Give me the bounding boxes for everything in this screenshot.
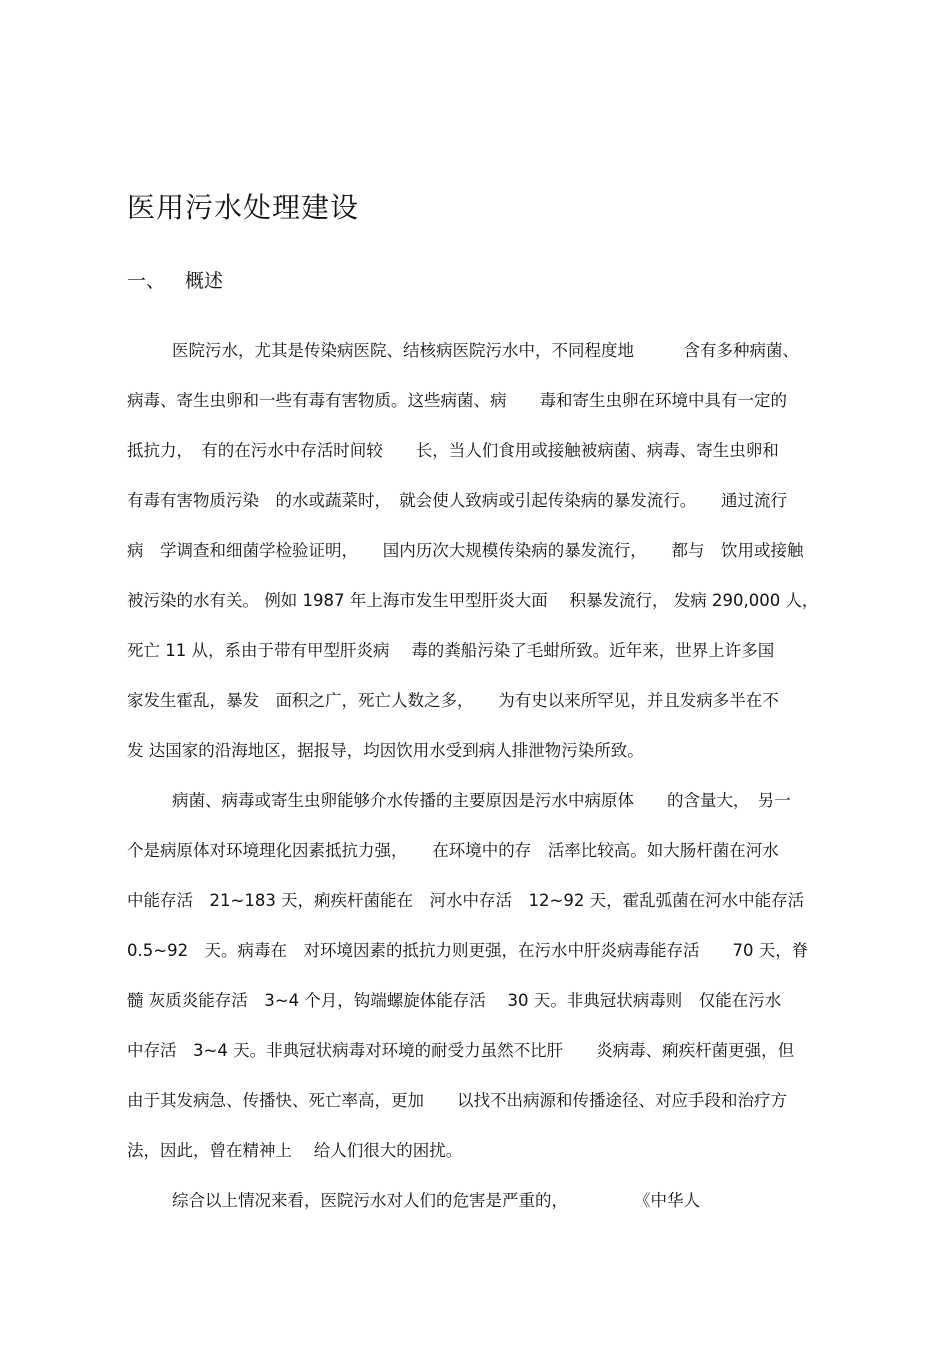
paragraph-line: 综合以上情况来看，医院污水对人们的危害是严重的， 《中华人 <box>172 1191 700 1210</box>
paragraph-line: 髓 灰质炎能存活 3~4 个月，钩端螺旋体能存活 30 天。非典冠状病毒则 仅能在污水 <box>127 991 782 1010</box>
paragraph-line: 抵抗力， 有的在污水中存活时间较 长，当人们食用或接触被病菌、病毒、寄生虫卵和 <box>127 441 779 460</box>
paragraph-line: 个是病原体对环境理化因素抵抗力强， 在环境中的存 活率比较高。如大肠杆菌在河水 <box>127 841 779 860</box>
paragraph-line: 中存活 3~4 天。非典冠状病毒对环境的耐受力虽然不比肝 炎病毒、痢疾杆菌更强，但 <box>127 1041 795 1060</box>
paragraph-line: 0.5~92 天。病毒在 对环境因素的抵抗力则更强，在污水中肝炎病毒能存活 70 天，脊 <box>127 941 809 960</box>
section-number: 一、 <box>127 270 166 292</box>
paragraph-line: 由于其发病急、传播快、死亡率高，更加 以找不出病源和传播途径、对应手段和治疗方 <box>127 1091 787 1110</box>
paragraph-line: 中能存活 21~183 天，痢疾杆菌能在 河水中存活 12~92 天，霍乱弧菌在河水中能存活 <box>127 891 805 910</box>
section-heading <box>127 266 223 293</box>
paragraph-line: 有毒有害物质污染 的水或蔬菜时， 就会使人致病或引起传染病的暴发流行。 通过流行 <box>127 491 787 510</box>
paragraph-line: 医院污水，尤其是传染病医院、结核病医院污水中，不同程度地 含有多种病菌、 <box>172 341 799 360</box>
paragraph-line: 被污染的水有关。 例如 1987 年上海市发生甲型肝炎大面 积暴发流行， 发病 290,000 人， <box>127 591 819 610</box>
paragraph-line: 病 学调查和细菌学检验证明， 国内历次大规模传染病的暴发流行， 都与 饮用或接触 <box>127 541 804 560</box>
section-title: 概述 <box>185 270 224 292</box>
document-title: 医用污水处理建设 <box>127 191 360 224</box>
paragraph-line: 家发生霍乱，暴发 面积之广，死亡人数之多， 为有史以来所罕见，并且发病多半在不 <box>127 691 779 710</box>
paragraph-line: 病毒、寄生虫卵和一些有毒有害物质。这些病菌、病 毒和寄生虫卵在环境中具有一定的 <box>127 391 787 410</box>
paragraph-line: 发 达国家的沿海地区，据报导，均因饮用水受到病人排泄物污染所致。 <box>127 741 644 760</box>
paragraph-line: 法，因此，曾在精神上 给人们很大的困扰。 <box>127 1141 463 1160</box>
paragraph-line: 死亡 11 从，系由于带有甲型肝炎病 毒的粪船污染了毛蚶所致。近年来，世界上许多国 <box>127 641 775 660</box>
paragraph-line: 病菌、病毒或寄生虫卵能够介水传播的主要原因是污水中病原体 的含量大， 另一 <box>172 791 791 810</box>
